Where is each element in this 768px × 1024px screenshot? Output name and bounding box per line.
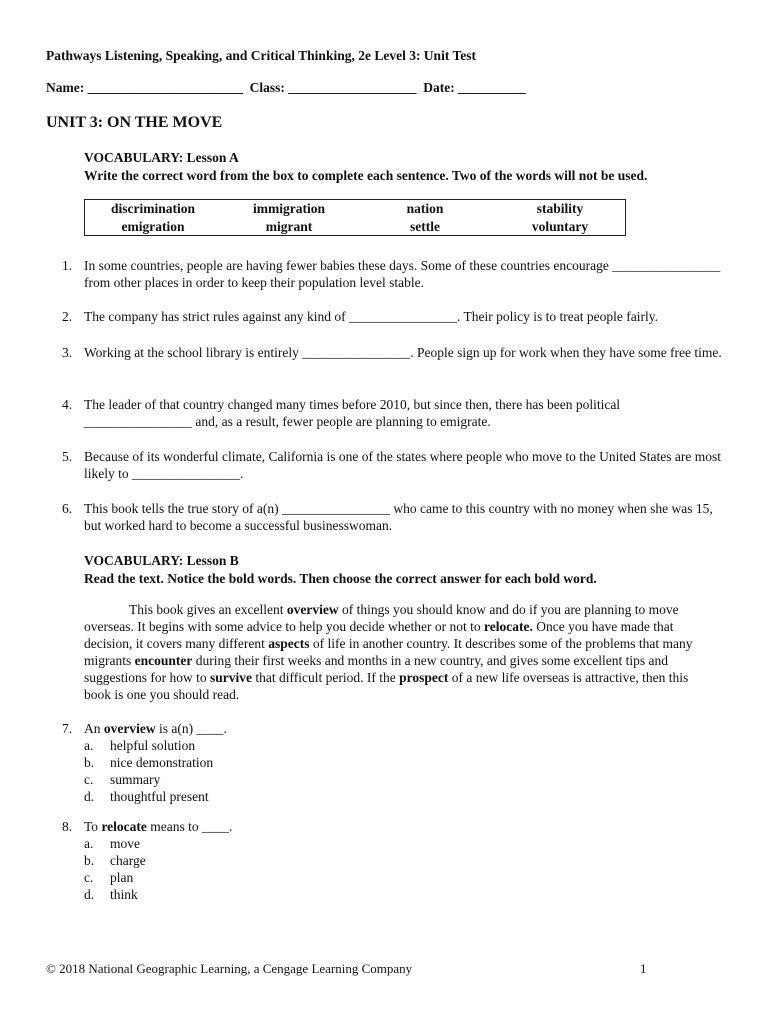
question-text: The company has strict rules against any kind of ________________. Their policy is to treat people fairly. <box>84 309 658 324</box>
question-5 <box>62 448 722 482</box>
paragraph-text: Once you have made that decision, it covers many different <box>84 619 674 651</box>
paragraph-text: of life in another country. It describes some of the problems that many migrants <box>84 636 693 668</box>
bold-word: relocate <box>101 819 147 834</box>
word-box-item: immigration <box>253 201 325 216</box>
question-3 <box>62 344 722 361</box>
question-number: 5. <box>62 449 73 464</box>
option-text: think <box>110 887 138 902</box>
option-8d[interactable] <box>84 886 138 903</box>
option-letter: a. <box>84 738 94 753</box>
word-box-item: discrimination <box>110 201 195 216</box>
option-letter: d. <box>84 789 95 804</box>
question-text-part: An <box>84 721 104 736</box>
option-8b[interactable] <box>84 852 146 869</box>
question-number: 4. <box>62 397 73 412</box>
word-box <box>84 199 626 236</box>
section-a-heading: VOCABULARY: Lesson A <box>84 150 239 165</box>
word-box-item: stability <box>536 201 584 216</box>
bold-word: overview <box>103 721 156 736</box>
bold-word-prospect: prospect <box>399 670 449 685</box>
question-number: 6. <box>62 501 73 516</box>
question-1 <box>62 257 722 291</box>
paragraph-text: of things you should know and do if you are planning to move overseas. It begins with some advice to help you decide whether or not to <box>84 602 679 634</box>
option-text: helpful solution <box>110 738 196 753</box>
bold-word-encounter: encounter <box>134 653 193 668</box>
option-8c[interactable] <box>84 869 133 886</box>
question-text: Working at the school library is entirely ________________. People sign up for work when they have some free time. <box>84 345 722 360</box>
option-letter: a. <box>84 836 94 851</box>
question-text-part: is a(n) ____. <box>155 721 227 736</box>
name-class-date-line: Name: _______________________ Class: ___________________ Date: __________ <box>46 80 526 95</box>
word-box-item: nation <box>406 201 444 216</box>
question-2 <box>62 308 722 325</box>
option-text: charge <box>110 853 146 868</box>
question-text: This book tells the true story of a(n) ________________ who came to this country with no money when she was 15, but worked hard to become a successful businesswoman. <box>84 501 713 533</box>
paragraph-text: of a new life overseas is attractive, then this book is one you should read. <box>84 670 689 702</box>
option-7c[interactable] <box>84 771 160 788</box>
question-text <box>84 720 722 737</box>
question-8 <box>62 818 722 835</box>
bold-word-relocate: relocate. <box>484 619 533 634</box>
option-7a[interactable] <box>84 737 195 754</box>
section-b-instructions: Read the text. Notice the bold words. Then choose the correct answer for each bold word. <box>84 571 597 586</box>
option-letter: c. <box>84 870 94 885</box>
question-6 <box>62 500 722 534</box>
option-8a[interactable] <box>84 835 140 852</box>
option-text: move <box>110 836 140 851</box>
option-7b[interactable] <box>84 754 213 771</box>
question-number: 7. <box>62 721 73 736</box>
question-number: 3. <box>62 345 73 360</box>
page-number: 1 <box>640 961 647 976</box>
question-number: 2. <box>62 309 73 324</box>
option-text: thoughtful present <box>110 789 209 804</box>
word-box-item: settle <box>410 219 440 234</box>
option-letter: b. <box>84 853 95 868</box>
bold-word-aspects: aspects <box>268 636 310 651</box>
question-text-part: To <box>84 819 102 834</box>
reading-paragraph <box>84 601 714 703</box>
bold-word-overview: overview <box>286 602 339 617</box>
word-box-item: emigration <box>121 219 185 234</box>
word-box-item: voluntary <box>531 219 589 234</box>
section-b-heading: VOCABULARY: Lesson B <box>84 553 239 568</box>
unit-title: UNIT 3: ON THE MOVE <box>46 114 223 131</box>
option-text: nice demonstration <box>110 755 214 770</box>
section-a-instructions: Write the correct word from the box to complete each sentence. Two of the words will not be used. <box>84 168 648 183</box>
paragraph-text: during their first weeks and months in a new country, and gives some excellent tips and suggestions for how to <box>84 653 669 685</box>
option-letter: b. <box>84 755 95 770</box>
question-text <box>84 818 722 835</box>
paragraph-text: This book gives an excellent <box>129 602 287 617</box>
question-number: 1. <box>62 258 73 273</box>
option-text: plan <box>110 870 134 885</box>
question-number: 8. <box>62 819 73 834</box>
question-text-part: means to ____. <box>146 819 233 834</box>
paragraph-text: that difficult period. If the <box>252 670 400 685</box>
question-text: Because of its wonderful climate, California is one of the states where people who move to the United States are most likely to ________________. <box>84 449 721 481</box>
document-title: Pathways Listening, Speaking, and Critical Thinking, 2e Level 3: Unit Test <box>46 48 476 63</box>
question-4 <box>62 396 722 430</box>
copyright-footer: © 2018 National Geographic Learning, a Cengage Learning Company <box>46 961 413 976</box>
option-letter: c. <box>84 772 94 787</box>
question-7 <box>62 720 722 737</box>
option-text: summary <box>110 772 161 787</box>
bold-word-survive: survive <box>210 670 252 685</box>
option-letter: d. <box>84 887 95 902</box>
option-7d[interactable] <box>84 788 209 805</box>
question-text: In some countries, people are having fewer babies these days. Some of these countries encourage ________________ from other places in order to keep their population level stable. <box>84 258 721 290</box>
word-box-item: migrant <box>265 219 313 234</box>
question-text: The leader of that country changed many times before 2010, but since then, there has been political ________________ and, as a result, fewer people are planning to emigrate. <box>84 397 621 429</box>
